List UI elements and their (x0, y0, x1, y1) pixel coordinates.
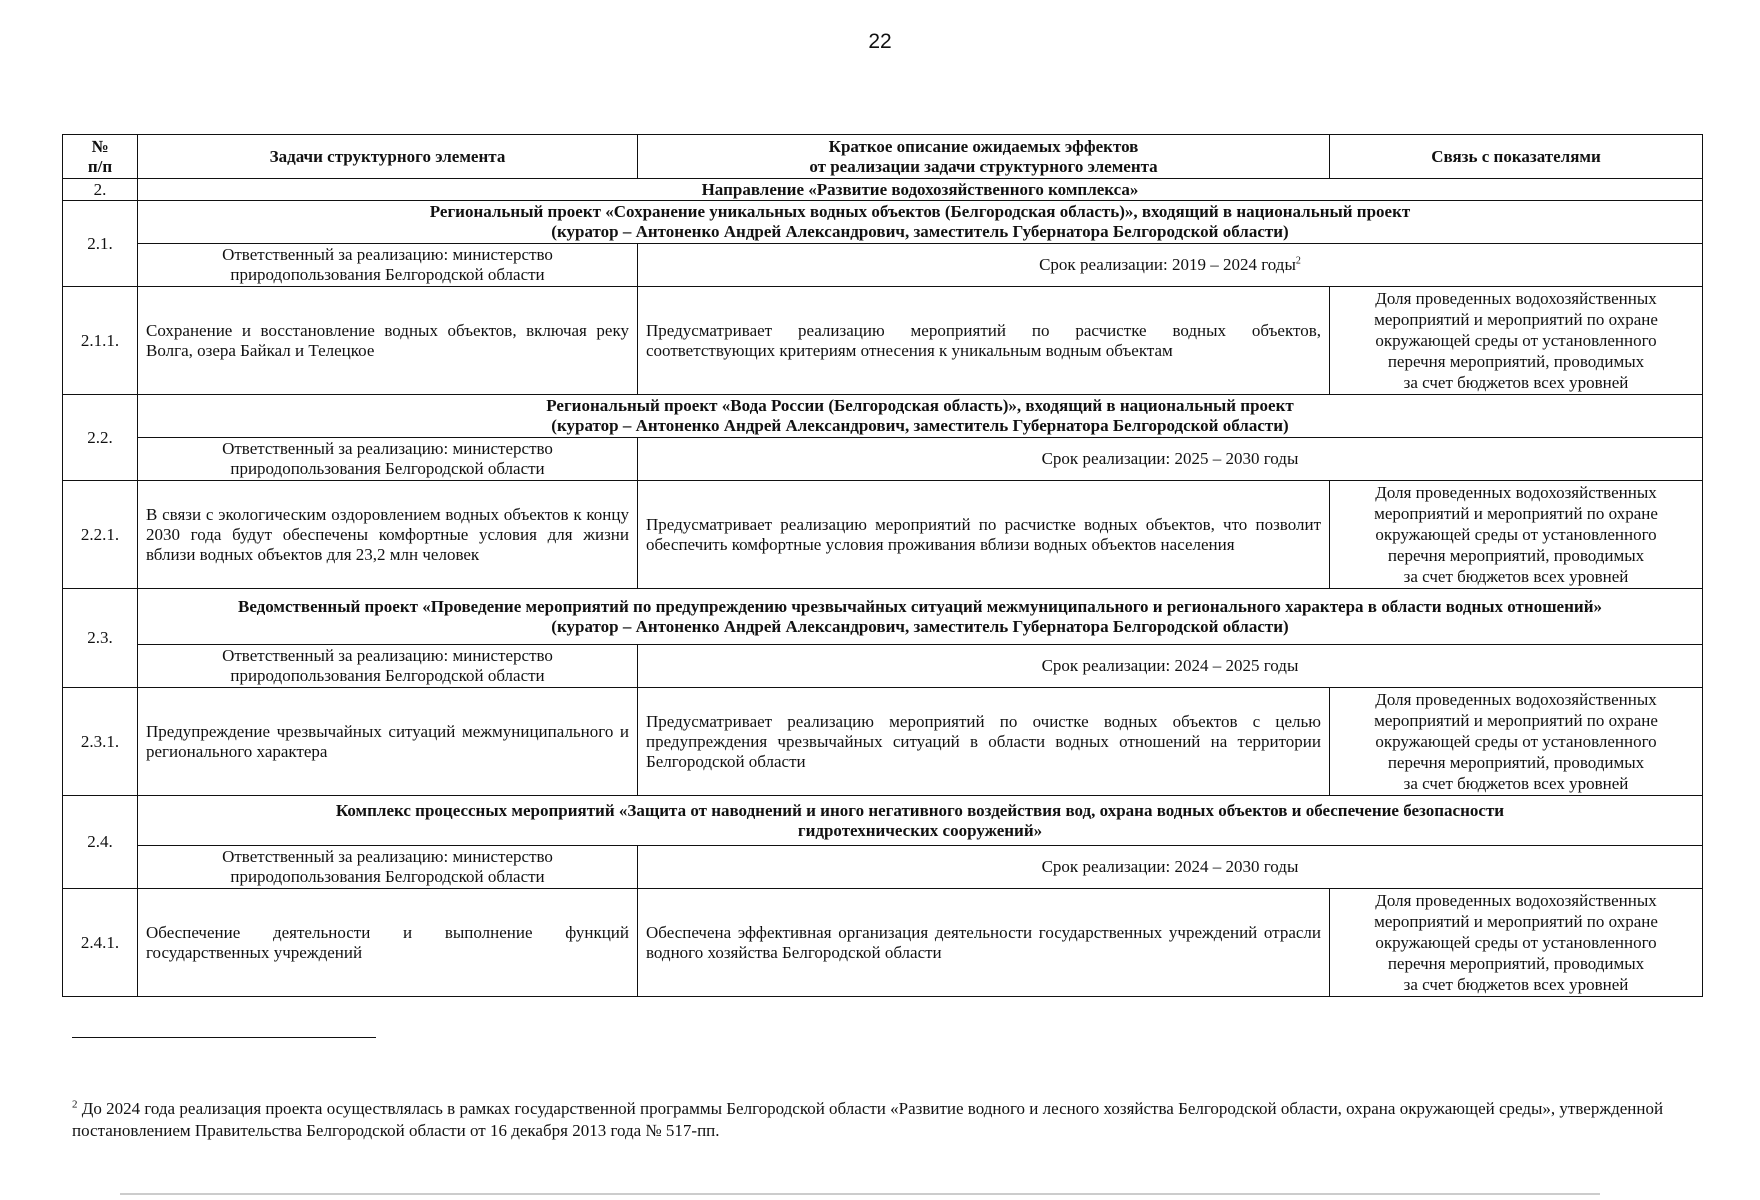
responsible-cell: Ответственный за реализацию: министерство природопользования Белгородской области (138, 244, 638, 287)
header-effects: Краткое описание ожидаемых эффектов от реализации задачи структурного элемента (638, 135, 1330, 179)
section-meta-row (63, 438, 1703, 481)
responsible-cell: Ответственный за реализацию: министерство природопользования Белгородской области (138, 846, 638, 889)
task-num: 2.3.1. (63, 688, 138, 796)
period-cell: Срок реализации: 2024 – 2025 годы (638, 645, 1703, 688)
footnote-text: До 2024 года реализация проекта осуществлялась в рамках государственной программы Белгородской области «Развитие водного и лесного хозяйства Белгородской области, охрана окружающей среды», утвержденной постановлением Правительства Белгородской области от 16 декабря 2013 года № 517-пп. (72, 1099, 1664, 1140)
section-title-row (63, 201, 1703, 244)
period-cell (638, 244, 1703, 287)
measures-table (62, 134, 1703, 997)
section-title: Региональный проект «Вода России (Белгородская область)», входящий в национальный проект (куратор – Антоненко Андрей Александрович, заместитель Губернатора Белгородской области) (138, 395, 1703, 438)
footnote-marker: 2 (72, 1098, 78, 1111)
task-indicator: Доля проведенных водохозяйственных мероприятий и мероприятий по охране окружающей среды от установленного перечня мероприятий, проводимых за счет бюджетов всех уровней (1330, 688, 1703, 796)
section-meta-row (63, 244, 1703, 287)
scan-artifact-line (120, 1193, 1600, 1195)
footnote-ref: 2 (1295, 255, 1301, 267)
task-indicator: Доля проведенных водохозяйственных мероприятий и мероприятий по охране окружающей среды от установленного перечня мероприятий, проводимых за счет бюджетов всех уровней (1330, 287, 1703, 395)
footnote (72, 1098, 1692, 1142)
task-effect: Предусматривает реализацию мероприятий по расчистке водных объектов, что позволит обеспечить комфортные условия проживания вблизи водных объектов населения (638, 481, 1330, 589)
task-row (63, 889, 1703, 997)
header-num: № п/п (63, 135, 138, 179)
task-text: Сохранение и восстановление водных объектов, включая реку Волга, озера Байкал и Телецкое (138, 287, 638, 395)
section-num: 2.1. (63, 201, 138, 287)
footnote-separator (72, 1037, 376, 1038)
period-cell: Срок реализации: 2024 – 2030 годы (638, 846, 1703, 889)
period-text: Срок реализации: 2019 – 2024 годы (1039, 255, 1296, 274)
section-title: Комплекс процессных мероприятий «Защита от наводнений и иного негативного воздействия вод, охрана водных объектов и обеспечение безопасности гидротехнических сооружений» (138, 796, 1703, 846)
direction-title: Направление «Развитие водохозяйственного комплекса» (138, 179, 1703, 201)
task-text: Обеспечение деятельности и выполнение функций государственных учреждений (138, 889, 638, 997)
section-meta-row (63, 645, 1703, 688)
direction-num: 2. (63, 179, 138, 201)
task-indicator: Доля проведенных водохозяйственных мероприятий и мероприятий по охране окружающей среды от установленного перечня мероприятий, проводимых за счет бюджетов всех уровней (1330, 481, 1703, 589)
task-num: 2.1.1. (63, 287, 138, 395)
page-number: 22 (868, 30, 892, 53)
table-header-row (63, 135, 1703, 179)
task-row (63, 688, 1703, 796)
task-effect: Предусматривает реализацию мероприятий по расчистке водных объектов, соответствующих критериям отнесения к уникальным водным объектам (638, 287, 1330, 395)
task-num: 2.4.1. (63, 889, 138, 997)
header-tasks: Задачи структурного элемента (138, 135, 638, 179)
section-title-row (63, 395, 1703, 438)
section-num: 2.2. (63, 395, 138, 481)
section-num: 2.3. (63, 589, 138, 688)
direction-row (63, 179, 1703, 201)
task-effect: Обеспечена эффективная организация деятельности государственных учреждений отрасли водного хозяйства Белгородской области (638, 889, 1330, 997)
section-title-row (63, 589, 1703, 645)
task-row (63, 481, 1703, 589)
responsible-cell: Ответственный за реализацию: министерство природопользования Белгородской области (138, 645, 638, 688)
section-title: Региональный проект «Сохранение уникальных водных объектов (Белгородская область)», входящий в национальный проект (куратор – Антоненко Андрей Александрович, заместитель Губернатора Белгородской области) (138, 201, 1703, 244)
section-title-row (63, 796, 1703, 846)
responsible-cell: Ответственный за реализацию: министерство природопользования Белгородской области (138, 438, 638, 481)
section-title: Ведомственный проект «Проведение мероприятий по предупреждению чрезвычайных ситуаций межмуниципального и регионального характера в области водных отношений» (куратор – Антоненко Андрей Александрович, заместитель Губернатора Белгородской области) (138, 589, 1703, 645)
task-text: В связи с экологическим оздоровлением водных объектов к концу 2030 года будут обеспечены комфортные условия для жизни вблизи водных объектов для 23,2 млн человек (138, 481, 638, 589)
task-effect: Предусматривает реализацию мероприятий по очистке водных объектов с целью предупреждения чрезвычайных ситуаций в области водных отношений на территории Белгородской области (638, 688, 1330, 796)
task-indicator: Доля проведенных водохозяйственных мероприятий и мероприятий по охране окружающей среды от установленного перечня мероприятий, проводимых за счет бюджетов всех уровней (1330, 889, 1703, 997)
section-num: 2.4. (63, 796, 138, 889)
header-indicators: Связь с показателями (1330, 135, 1703, 179)
task-num: 2.2.1. (63, 481, 138, 589)
task-text: Предупреждение чрезвычайных ситуаций межмуниципального и регионального характера (138, 688, 638, 796)
task-row (63, 287, 1703, 395)
period-cell: Срок реализации: 2025 – 2030 годы (638, 438, 1703, 481)
section-meta-row (63, 846, 1703, 889)
